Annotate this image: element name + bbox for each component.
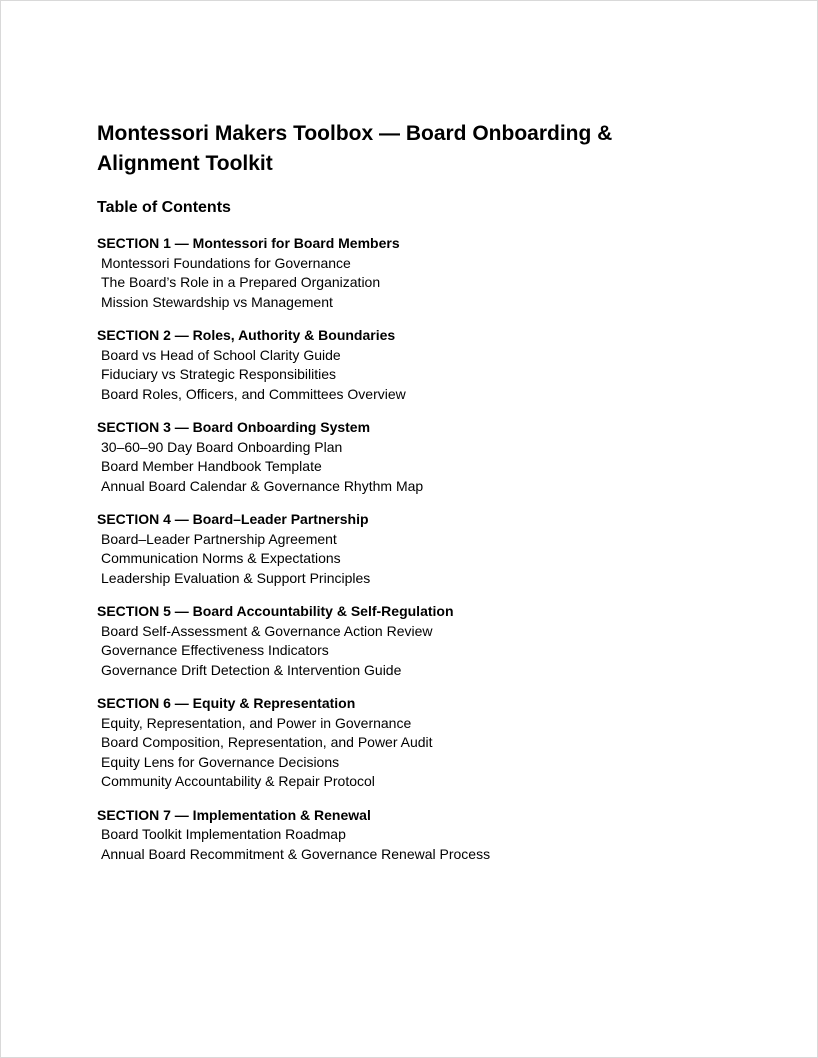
toc-item: 30–60–90 Day Board Onboarding Plan — [101, 438, 343, 455]
toc-sections — [97, 234, 737, 864]
toc-item: Community Accountability & Repair Protocol — [101, 773, 375, 789]
toc-item: Equity, Representation, and Power in Governance — [101, 714, 412, 731]
toc-section-1 — [97, 234, 737, 312]
toc-item: Equity Lens for Governance Decisions — [101, 753, 340, 770]
toc-section-3 — [97, 418, 737, 496]
toc-section-4 — [97, 510, 737, 588]
document-title-line-2: Alignment Toolkit — [97, 152, 273, 175]
section-title: SECTION 5 — Board Accountability & Self-Regulation — [97, 603, 454, 619]
toc-section-5 — [97, 602, 737, 680]
toc-item: Montessori Foundations for Governance — [101, 254, 351, 271]
toc-item: Fiduciary vs Strategic Responsibilities — [101, 366, 336, 382]
table-of-contents-heading: Table of Contents — [97, 199, 231, 216]
toc-item: Mission Stewardship vs Management — [101, 293, 333, 310]
toc-item: Board Self-Assessment & Governance Action Review — [101, 622, 433, 639]
toc-item: Annual Board Recommitment & Governance Renewal Process — [101, 845, 491, 862]
section-title: SECTION 1 — Montessori for Board Members — [97, 235, 400, 251]
section-title: SECTION 7 — Implementation & Renewal — [97, 806, 371, 823]
toc-item: Board–Leader Partnership Agreement — [101, 530, 337, 547]
document-title — [97, 119, 737, 179]
document-content — [97, 119, 737, 878]
toc-section-2 — [97, 326, 737, 404]
toc-item: The Board’s Role in a Prepared Organization — [101, 274, 381, 290]
section-title: SECTION 6 — Equity & Representation — [97, 695, 356, 711]
section-title: SECTION 4 — Board–Leader Partnership — [97, 511, 369, 527]
toc-item: Annual Board Calendar & Governance Rhythm Map — [101, 477, 424, 494]
document-title-line-1: Montessori Makers Toolbox — Board Onboarding & — [97, 122, 613, 145]
toc-section-7 — [97, 806, 737, 865]
toc-item: Board Member Handbook Template — [101, 458, 322, 474]
toc-item: Communication Norms & Expectations — [101, 550, 341, 566]
toc-item: Board Composition, Representation, and Power Audit — [101, 734, 433, 750]
toc-item: Board Toolkit Implementation Roadmap — [101, 826, 346, 842]
toc-item: Governance Drift Detection & Intervention Guide — [101, 661, 402, 678]
toc-item: Leadership Evaluation & Support Principles — [101, 569, 371, 586]
toc-item: Board vs Head of School Clarity Guide — [101, 346, 341, 363]
section-title: SECTION 2 — Roles, Authority & Boundaries — [97, 327, 396, 343]
section-title: SECTION 3 — Board Onboarding System — [97, 419, 371, 435]
toc-section-6 — [97, 694, 737, 792]
toc-item: Board Roles, Officers, and Committees Overview — [101, 385, 406, 402]
toc-item: Governance Effectiveness Indicators — [101, 642, 329, 658]
